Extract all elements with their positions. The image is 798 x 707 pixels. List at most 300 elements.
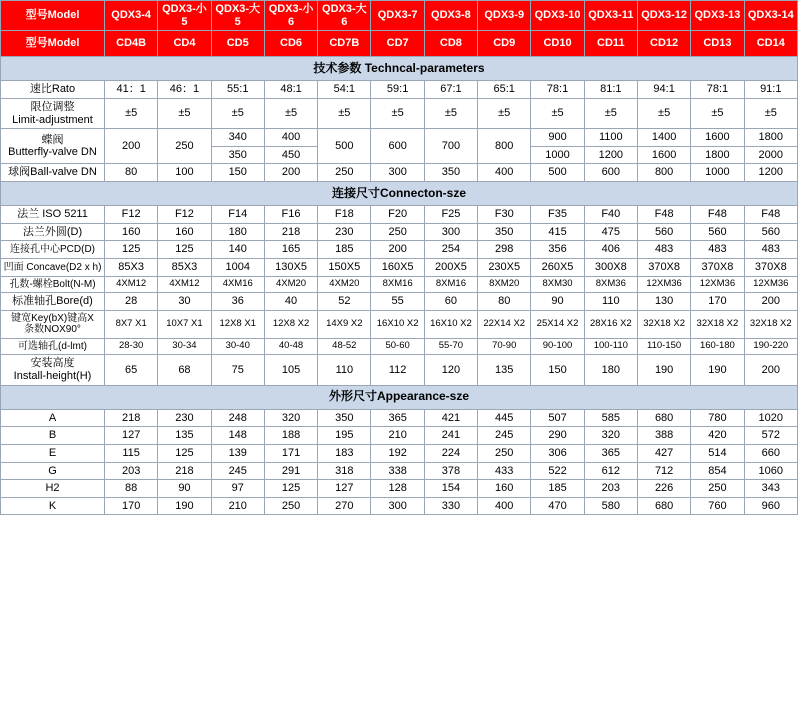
cell-k: 170 bbox=[105, 497, 158, 515]
cell-flange-od: 415 bbox=[531, 223, 584, 241]
cell-b: 245 bbox=[478, 427, 531, 445]
cell-k: 300 bbox=[371, 497, 424, 515]
cell-bolt: 4XM16 bbox=[211, 276, 264, 293]
row-label-bore: 标准轴孔Bore(d) bbox=[1, 293, 105, 311]
cell-flange-iso: F16 bbox=[264, 206, 317, 224]
cell-e: 365 bbox=[584, 444, 637, 462]
row-label-line: 安装高度 bbox=[30, 357, 75, 370]
cell-key: 28X16 X2 bbox=[584, 310, 637, 338]
cell-flange-od: 160 bbox=[105, 223, 158, 241]
cell-e: 514 bbox=[691, 444, 744, 462]
cell-flange-od: 475 bbox=[584, 223, 637, 241]
table-row bbox=[1, 293, 798, 311]
cell-limit: ±5 bbox=[371, 98, 424, 128]
cell-bore: 28 bbox=[105, 293, 158, 311]
cell-butterfly-alt: 1000 bbox=[531, 146, 584, 164]
cell-g: 1060 bbox=[744, 462, 797, 480]
cell-pcd: 298 bbox=[478, 241, 531, 259]
row-label-pcd: 连接孔中心PCD(D) bbox=[1, 241, 105, 259]
cell-install-height: 180 bbox=[584, 355, 637, 385]
cell-flange-iso: F12 bbox=[158, 206, 211, 224]
cell-concave: 160X5 bbox=[371, 259, 424, 277]
row-label-flange-iso: 法兰 ISO 5211 bbox=[1, 206, 105, 224]
cell-optional-bore: 30-34 bbox=[158, 338, 211, 355]
cell-flange-od: 560 bbox=[637, 223, 690, 241]
table-row bbox=[1, 276, 798, 293]
cell-a: 365 bbox=[371, 409, 424, 427]
cell-k: 760 bbox=[691, 497, 744, 515]
cell-butterfly-alt: 2000 bbox=[744, 146, 797, 164]
table-row bbox=[1, 310, 798, 338]
cell-g: 612 bbox=[584, 462, 637, 480]
cell-pcd: 125 bbox=[105, 241, 158, 259]
table-row bbox=[1, 338, 798, 355]
cell-install-height: 200 bbox=[744, 355, 797, 385]
cell-b: 241 bbox=[424, 427, 477, 445]
cell-butterfly: 800 bbox=[478, 129, 531, 164]
cell-g: 338 bbox=[371, 462, 424, 480]
cell-bolt: 4XM20 bbox=[318, 276, 371, 293]
cell-concave: 150X5 bbox=[318, 259, 371, 277]
row-label-line: Limit-adjustment bbox=[12, 113, 93, 126]
header-cell-model: QDX3-小5 bbox=[158, 1, 211, 31]
cell-install-height: 150 bbox=[531, 355, 584, 385]
row-label-limit-adjustment bbox=[1, 98, 105, 128]
cell-ball: 300 bbox=[371, 164, 424, 182]
header-cell-code: CD9 bbox=[478, 31, 531, 57]
cell-h2: 128 bbox=[371, 480, 424, 498]
cell-a: 680 bbox=[637, 409, 690, 427]
row-label-b: B bbox=[1, 427, 105, 445]
cell-g: 433 bbox=[478, 462, 531, 480]
cell-k: 330 bbox=[424, 497, 477, 515]
cell-h2: 97 bbox=[211, 480, 264, 498]
cell-bore: 36 bbox=[211, 293, 264, 311]
cell-flange-od: 180 bbox=[211, 223, 264, 241]
cell-butterfly: 500 bbox=[318, 129, 371, 164]
cell-key: 32X18 X2 bbox=[637, 310, 690, 338]
cell-a: 445 bbox=[478, 409, 531, 427]
cell-e: 224 bbox=[424, 444, 477, 462]
table-row bbox=[1, 241, 798, 259]
row-label-e: E bbox=[1, 444, 105, 462]
cell-flange-od: 300 bbox=[424, 223, 477, 241]
cell-bore: 30 bbox=[158, 293, 211, 311]
cell-e: 171 bbox=[264, 444, 317, 462]
cell-concave: 130X5 bbox=[264, 259, 317, 277]
cell-limit: ±5 bbox=[531, 98, 584, 128]
cell-bore: 110 bbox=[584, 293, 637, 311]
header-cell-code: CD10 bbox=[531, 31, 584, 57]
cell-h2: 160 bbox=[478, 480, 531, 498]
cell-flange-iso: F48 bbox=[691, 206, 744, 224]
header-cell-model: QDX3-4 bbox=[105, 1, 158, 31]
cell-key: 32X18 X2 bbox=[744, 310, 797, 338]
header-cell-code: CD13 bbox=[691, 31, 744, 57]
cell-h2: 88 bbox=[105, 480, 158, 498]
cell-optional-bore: 160-180 bbox=[691, 338, 744, 355]
section-band-label: 外形尺寸Appearance-sze bbox=[1, 385, 798, 409]
cell-b: 127 bbox=[105, 427, 158, 445]
cell-limit: ±5 bbox=[158, 98, 211, 128]
row-label-ratio: 速比Rato bbox=[1, 81, 105, 99]
cell-g: 522 bbox=[531, 462, 584, 480]
cell-bore: 200 bbox=[744, 293, 797, 311]
cell-optional-bore: 55-70 bbox=[424, 338, 477, 355]
cell-ball: 1200 bbox=[744, 164, 797, 182]
cell-butterfly: 1800 bbox=[744, 129, 797, 147]
table-row bbox=[1, 497, 798, 515]
cell-h2: 250 bbox=[691, 480, 744, 498]
cell-limit: ±5 bbox=[264, 98, 317, 128]
cell-ratio: 91:1 bbox=[744, 81, 797, 99]
cell-a: 320 bbox=[264, 409, 317, 427]
cell-e: 660 bbox=[744, 444, 797, 462]
cell-a: 248 bbox=[211, 409, 264, 427]
row-label-optional-bore: 可选轴孔(d-lmt) bbox=[1, 338, 105, 355]
cell-limit: ±5 bbox=[318, 98, 371, 128]
cell-concave: 370X8 bbox=[637, 259, 690, 277]
cell-g: 203 bbox=[105, 462, 158, 480]
cell-key: 12X8 X1 bbox=[211, 310, 264, 338]
cell-flange-od: 350 bbox=[478, 223, 531, 241]
cell-b: 188 bbox=[264, 427, 317, 445]
cell-bore: 80 bbox=[478, 293, 531, 311]
row-label-bolt: 孔数-螺栓Bolt(N-M) bbox=[1, 276, 105, 293]
header-label-model: 型号Model bbox=[1, 1, 105, 31]
table-row bbox=[1, 259, 798, 277]
cell-concave: 230X5 bbox=[478, 259, 531, 277]
cell-install-height: 135 bbox=[478, 355, 531, 385]
cell-flange-iso: F48 bbox=[637, 206, 690, 224]
cell-bolt: 12XM36 bbox=[744, 276, 797, 293]
table-row bbox=[1, 223, 798, 241]
cell-key: 8X7 X1 bbox=[105, 310, 158, 338]
header-cell-code: CD5 bbox=[211, 31, 264, 57]
cell-ball: 1000 bbox=[691, 164, 744, 182]
cell-butterfly: 900 bbox=[531, 129, 584, 147]
table-row bbox=[1, 462, 798, 480]
cell-concave: 85X3 bbox=[158, 259, 211, 277]
cell-butterfly-alt: 1200 bbox=[584, 146, 637, 164]
cell-bolt: 8XM36 bbox=[584, 276, 637, 293]
header-cell-model: QDX3-12 bbox=[637, 1, 690, 31]
cell-butterfly-alt: 450 bbox=[264, 146, 317, 164]
cell-pcd: 185 bbox=[318, 241, 371, 259]
cell-pcd: 483 bbox=[744, 241, 797, 259]
header-cell-model: QDX3-小6 bbox=[264, 1, 317, 31]
section-band-connection-size bbox=[1, 182, 798, 206]
cell-a: 585 bbox=[584, 409, 637, 427]
header-cell-code: CD7 bbox=[371, 31, 424, 57]
cell-butterfly: 250 bbox=[158, 129, 211, 164]
row-label-key bbox=[1, 310, 105, 338]
cell-flange-iso: F35 bbox=[531, 206, 584, 224]
cell-flange-iso: F20 bbox=[371, 206, 424, 224]
cell-pcd: 254 bbox=[424, 241, 477, 259]
cell-b: 148 bbox=[211, 427, 264, 445]
cell-a: 780 bbox=[691, 409, 744, 427]
cell-pcd: 140 bbox=[211, 241, 264, 259]
cell-a: 230 bbox=[158, 409, 211, 427]
cell-install-height: 110 bbox=[318, 355, 371, 385]
cell-limit: ±5 bbox=[105, 98, 158, 128]
cell-butterfly-alt: 350 bbox=[211, 146, 264, 164]
cell-key: 22X14 X2 bbox=[478, 310, 531, 338]
cell-butterfly: 1400 bbox=[637, 129, 690, 147]
cell-limit: ±5 bbox=[584, 98, 637, 128]
cell-bolt: 8XM16 bbox=[371, 276, 424, 293]
cell-flange-iso: F18 bbox=[318, 206, 371, 224]
cell-h2: 127 bbox=[318, 480, 371, 498]
cell-flange-iso: F12 bbox=[105, 206, 158, 224]
cell-pcd: 125 bbox=[158, 241, 211, 259]
cell-g: 854 bbox=[691, 462, 744, 480]
header-cell-model: QDX3-大6 bbox=[318, 1, 371, 31]
cell-pcd: 483 bbox=[637, 241, 690, 259]
cell-install-height: 65 bbox=[105, 355, 158, 385]
cell-bore: 40 bbox=[264, 293, 317, 311]
cell-bore: 60 bbox=[424, 293, 477, 311]
cell-ratio: 94:1 bbox=[637, 81, 690, 99]
header-cell-model: QDX3-10 bbox=[531, 1, 584, 31]
cell-k: 580 bbox=[584, 497, 637, 515]
header-cell-code: CD11 bbox=[584, 31, 637, 57]
cell-ball: 250 bbox=[318, 164, 371, 182]
table-header-row-model bbox=[1, 1, 798, 31]
cell-butterfly: 340 bbox=[211, 129, 264, 147]
cell-flange-od: 560 bbox=[691, 223, 744, 241]
table-row bbox=[1, 206, 798, 224]
row-label-butterfly-valve bbox=[1, 129, 105, 164]
cell-k: 680 bbox=[637, 497, 690, 515]
cell-ball: 400 bbox=[478, 164, 531, 182]
cell-pcd: 165 bbox=[264, 241, 317, 259]
cell-ratio: 48:1 bbox=[264, 81, 317, 99]
cell-a: 1020 bbox=[744, 409, 797, 427]
cell-flange-od: 560 bbox=[744, 223, 797, 241]
cell-flange-iso: F40 bbox=[584, 206, 637, 224]
header-cell-model: QDX3-7 bbox=[371, 1, 424, 31]
cell-pcd: 483 bbox=[691, 241, 744, 259]
cell-a: 507 bbox=[531, 409, 584, 427]
header-cell-model: QDX3-8 bbox=[424, 1, 477, 31]
row-label-line: 条数NOX90° bbox=[24, 324, 81, 336]
table-row bbox=[1, 409, 798, 427]
cell-ratio: 65:1 bbox=[478, 81, 531, 99]
row-label-g: G bbox=[1, 462, 105, 480]
row-label-line: Butterfly-valve DN bbox=[8, 146, 97, 159]
cell-ball: 150 bbox=[211, 164, 264, 182]
table-row bbox=[1, 98, 798, 128]
cell-ratio: 55:1 bbox=[211, 81, 264, 99]
cell-ball: 200 bbox=[264, 164, 317, 182]
cell-key: 16X10 X2 bbox=[371, 310, 424, 338]
header-cell-model: QDX3-11 bbox=[584, 1, 637, 31]
cell-ratio: 67:1 bbox=[424, 81, 477, 99]
cell-concave: 260X5 bbox=[531, 259, 584, 277]
cell-ratio: 81:1 bbox=[584, 81, 637, 99]
header-cell-code: CD7B bbox=[318, 31, 371, 57]
table-row bbox=[1, 164, 798, 182]
cell-butterfly: 600 bbox=[371, 129, 424, 164]
table-row bbox=[1, 129, 798, 147]
cell-flange-od: 250 bbox=[371, 223, 424, 241]
table-row bbox=[1, 480, 798, 498]
cell-optional-bore: 110-150 bbox=[637, 338, 690, 355]
cell-concave: 1004 bbox=[211, 259, 264, 277]
cell-flange-iso: F14 bbox=[211, 206, 264, 224]
cell-b: 135 bbox=[158, 427, 211, 445]
cell-concave: 370X8 bbox=[691, 259, 744, 277]
cell-h2: 90 bbox=[158, 480, 211, 498]
row-label-line: 限位调整 bbox=[30, 100, 75, 113]
cell-k: 400 bbox=[478, 497, 531, 515]
cell-concave: 85X3 bbox=[105, 259, 158, 277]
cell-optional-bore: 70-90 bbox=[478, 338, 531, 355]
table-header-row-model-code bbox=[1, 31, 798, 57]
cell-optional-bore: 50-60 bbox=[371, 338, 424, 355]
cell-ratio: 54:1 bbox=[318, 81, 371, 99]
cell-g: 218 bbox=[158, 462, 211, 480]
cell-key: 10X7 X1 bbox=[158, 310, 211, 338]
cell-butterfly: 1600 bbox=[691, 129, 744, 147]
cell-butterfly: 700 bbox=[424, 129, 477, 164]
cell-a: 350 bbox=[318, 409, 371, 427]
cell-install-height: 68 bbox=[158, 355, 211, 385]
cell-install-height: 190 bbox=[691, 355, 744, 385]
cell-limit: ±5 bbox=[478, 98, 531, 128]
cell-ratio: 78:1 bbox=[691, 81, 744, 99]
cell-butterfly-alt: 1600 bbox=[637, 146, 690, 164]
cell-butterfly: 200 bbox=[105, 129, 158, 164]
header-cell-model: QDX3-14 bbox=[744, 1, 797, 31]
cell-optional-bore: 48-52 bbox=[318, 338, 371, 355]
cell-key: 32X18 X2 bbox=[691, 310, 744, 338]
cell-b: 388 bbox=[637, 427, 690, 445]
table-row bbox=[1, 427, 798, 445]
cell-b: 195 bbox=[318, 427, 371, 445]
cell-bolt: 8XM30 bbox=[531, 276, 584, 293]
table-row bbox=[1, 355, 798, 385]
cell-k: 210 bbox=[211, 497, 264, 515]
cell-g: 318 bbox=[318, 462, 371, 480]
cell-a: 421 bbox=[424, 409, 477, 427]
cell-bolt: 12XM36 bbox=[637, 276, 690, 293]
cell-k: 470 bbox=[531, 497, 584, 515]
cell-ball: 350 bbox=[424, 164, 477, 182]
header-label-model-code: 型号Model bbox=[1, 31, 105, 57]
cell-ball: 800 bbox=[637, 164, 690, 182]
row-label-concave: 凹面 Concave(D2 x h) bbox=[1, 259, 105, 277]
cell-h2: 185 bbox=[531, 480, 584, 498]
cell-e: 306 bbox=[531, 444, 584, 462]
cell-a: 218 bbox=[105, 409, 158, 427]
cell-h2: 203 bbox=[584, 480, 637, 498]
cell-concave: 300X8 bbox=[584, 259, 637, 277]
header-cell-code: CD4B bbox=[105, 31, 158, 57]
cell-ball: 80 bbox=[105, 164, 158, 182]
row-label-a: A bbox=[1, 409, 105, 427]
cell-ball: 600 bbox=[584, 164, 637, 182]
cell-flange-iso: F25 bbox=[424, 206, 477, 224]
cell-e: 192 bbox=[371, 444, 424, 462]
cell-optional-bore: 28-30 bbox=[105, 338, 158, 355]
cell-ball: 100 bbox=[158, 164, 211, 182]
cell-ratio: 46：1 bbox=[158, 81, 211, 99]
header-cell-code: CD8 bbox=[424, 31, 477, 57]
section-band-label: 连接尺寸Connecton-sze bbox=[1, 182, 798, 206]
cell-limit: ±5 bbox=[691, 98, 744, 128]
cell-b: 320 bbox=[584, 427, 637, 445]
table-row bbox=[1, 444, 798, 462]
cell-flange-iso: F30 bbox=[478, 206, 531, 224]
section-band-appearance-size bbox=[1, 385, 798, 409]
cell-key: 25X14 X2 bbox=[531, 310, 584, 338]
cell-ball: 500 bbox=[531, 164, 584, 182]
cell-k: 250 bbox=[264, 497, 317, 515]
cell-optional-bore: 100-110 bbox=[584, 338, 637, 355]
cell-install-height: 75 bbox=[211, 355, 264, 385]
cell-limit: ±5 bbox=[424, 98, 477, 128]
cell-key: 16X10 X2 bbox=[424, 310, 477, 338]
cell-limit: ±5 bbox=[211, 98, 264, 128]
cell-optional-bore: 40-48 bbox=[264, 338, 317, 355]
header-cell-code: CD14 bbox=[744, 31, 797, 57]
cell-bolt: 4XM20 bbox=[264, 276, 317, 293]
cell-h2: 154 bbox=[424, 480, 477, 498]
header-cell-code: CD12 bbox=[637, 31, 690, 57]
header-cell-code: CD6 bbox=[264, 31, 317, 57]
cell-bolt: 4XM12 bbox=[158, 276, 211, 293]
cell-g: 245 bbox=[211, 462, 264, 480]
cell-bore: 130 bbox=[637, 293, 690, 311]
cell-bolt: 8XM16 bbox=[424, 276, 477, 293]
cell-limit: ±5 bbox=[637, 98, 690, 128]
cell-key: 12X8 X2 bbox=[264, 310, 317, 338]
cell-install-height: 105 bbox=[264, 355, 317, 385]
cell-b: 572 bbox=[744, 427, 797, 445]
cell-flange-od: 160 bbox=[158, 223, 211, 241]
cell-install-height: 120 bbox=[424, 355, 477, 385]
cell-bore: 52 bbox=[318, 293, 371, 311]
cell-optional-bore: 190-220 bbox=[744, 338, 797, 355]
cell-bore: 90 bbox=[531, 293, 584, 311]
cell-concave: 200X5 bbox=[424, 259, 477, 277]
row-label-k: K bbox=[1, 497, 105, 515]
cell-h2: 125 bbox=[264, 480, 317, 498]
cell-k: 960 bbox=[744, 497, 797, 515]
cell-bolt: 12XM36 bbox=[691, 276, 744, 293]
cell-g: 378 bbox=[424, 462, 477, 480]
header-cell-model: QDX3-9 bbox=[478, 1, 531, 31]
cell-bolt: 8XM20 bbox=[478, 276, 531, 293]
cell-g: 291 bbox=[264, 462, 317, 480]
cell-e: 427 bbox=[637, 444, 690, 462]
cell-b: 290 bbox=[531, 427, 584, 445]
section-band-label: 技术参数 Techncal-parameters bbox=[1, 57, 798, 81]
cell-key: 14X9 X2 bbox=[318, 310, 371, 338]
cell-optional-bore: 90-100 bbox=[531, 338, 584, 355]
row-label-line: Install-height(H) bbox=[13, 369, 92, 382]
cell-h2: 343 bbox=[744, 480, 797, 498]
cell-optional-bore: 30-40 bbox=[211, 338, 264, 355]
table-row bbox=[1, 81, 798, 99]
cell-e: 183 bbox=[318, 444, 371, 462]
cell-butterfly: 1100 bbox=[584, 129, 637, 147]
cell-ratio: 78:1 bbox=[531, 81, 584, 99]
cell-butterfly: 400 bbox=[264, 129, 317, 147]
